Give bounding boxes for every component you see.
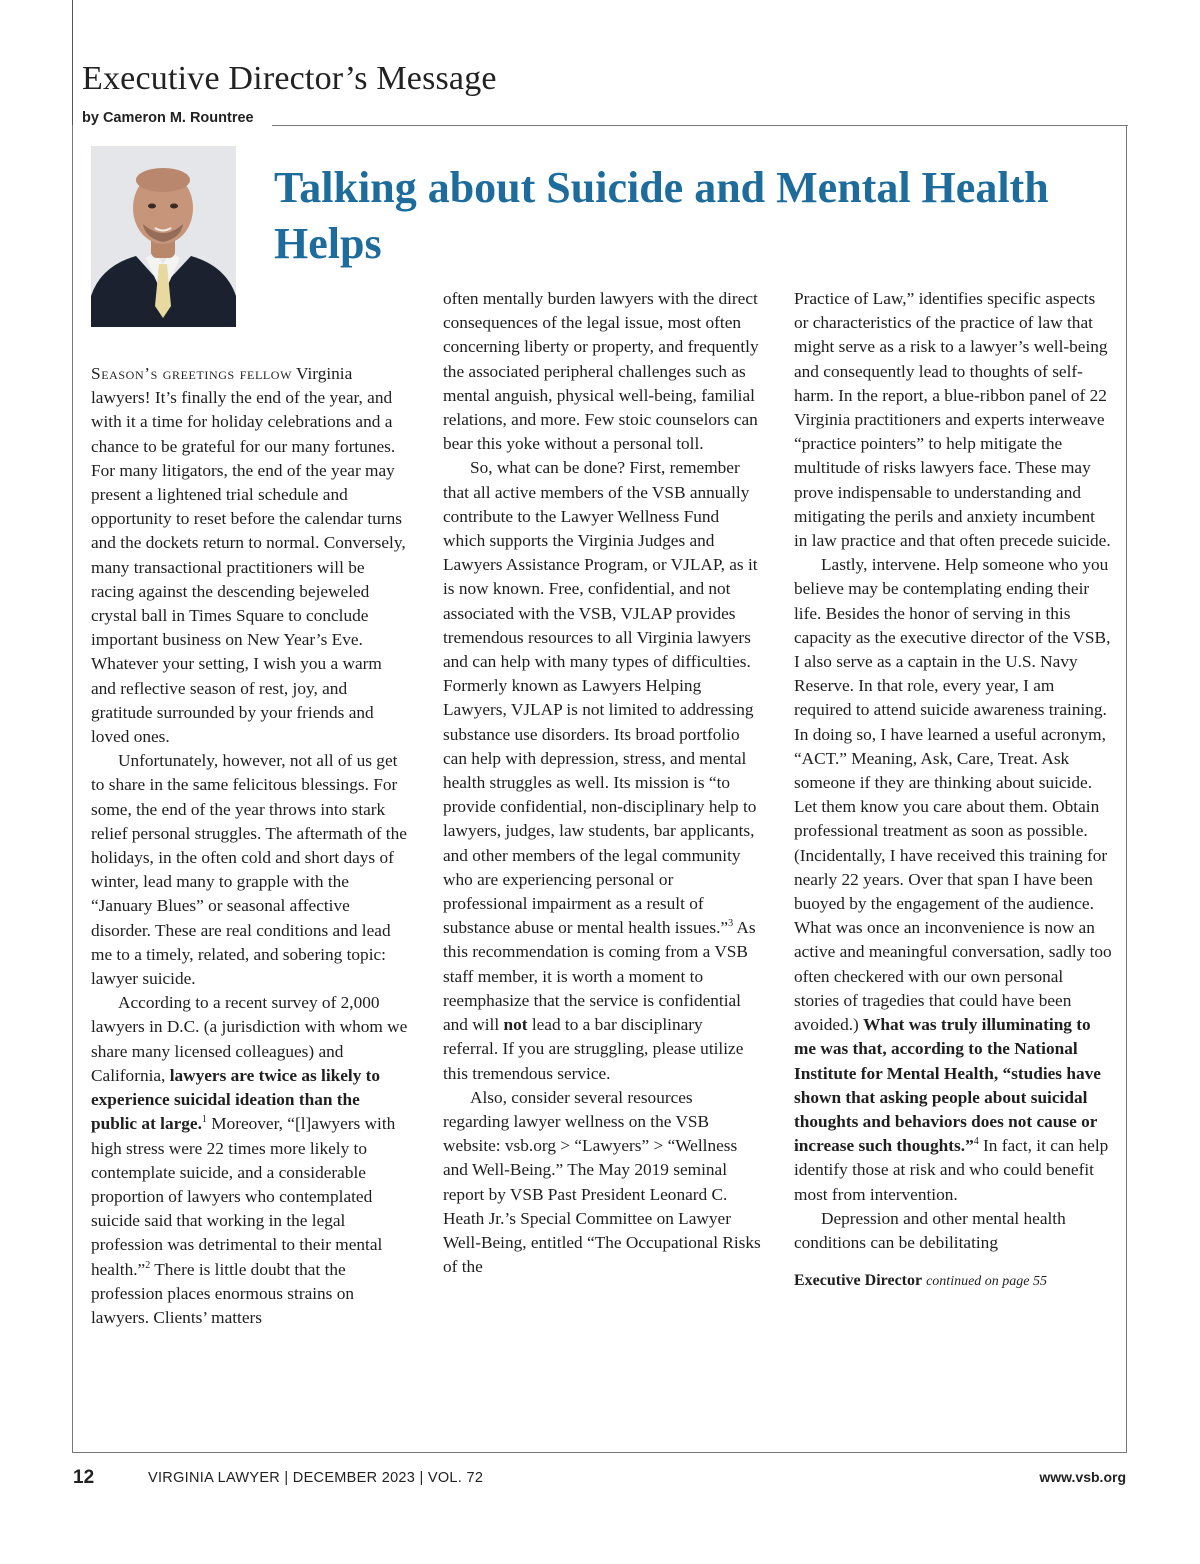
paragraph-text: According to a recent survey of 2,000 lawyers in D.C. (a jurisdiction with whom we share many licensed colleagues) and California, (91, 993, 408, 1085)
emphasis-text: lawyers are twice as likely to experience suicidal ideation than the public at large. (91, 1065, 381, 1134)
website-link[interactable]: www.vsb.org (1039, 1469, 1126, 1485)
footnote-ref: 2 (145, 1259, 151, 1271)
paragraph-text: Moreover, “[l]awyers with high stress were 22 times more likely to contemplate suicide, and a considerable proportion of lawyers who contemplated suicide said that working in the legal profession was detrimental to their mental health.” (91, 1114, 396, 1279)
continued-label: Executive Director (794, 1272, 923, 1290)
paragraph: often mentally burden lawyers with the direct consequences of the legal issue, most often concerning liberty or property, and frequently the associated peripheral challenges such as mental anguish, physical well-being, familial relations, and more. Few stoic counselors can bear this yoke without a personal toll. (443, 289, 759, 454)
author-portrait-illustration (91, 146, 236, 327)
paragraph-text: Lastly, intervene. Help someone who you believe may be contemplating ending their life. Besides the honor of serving in this capacity as the executive director of the VSB, I also serve as a captain in the U.S. Navy Reserve. In that role, every year, I am required to attend suicide awareness training. In doing so, I have learned a useful acronym, “ACT.” Meaning, Ask, Care, Treat. Ask someone if they are thinking about suicide. Let them know you care about them. Obtain professional treatment as soon as possible. (Incidentally, I have received this training for nearly 22 years. Over that span I have been buoyed by the engagement of the audience. What was once an inconvenience is now an active and meaningful conversation, sadly too often checkered with our own personal stories of tragedies that could have been avoided.) (794, 555, 1112, 1035)
paragraph-text: There is little doubt that the profession places enormous strains on lawyers. Clients’ matters (91, 1259, 355, 1327)
paragraph (91, 991, 409, 1330)
paragraph: Unfortunately, however, not all of us get to share in the same felicitous blessings. For some, the end of the year throws into stark relief personal struggles. The aftermath of the holidays, in the often cold and short days of winter, lead many to grapple with the “January Blues” or seasonal affective disorder. These are real conditions and lead me to a timely, related, and sobering topic: lawyer suicide. (91, 751, 407, 989)
author-photo (91, 146, 236, 327)
paragraph-text: So, what can be done? First, remember that all active members of the VSB annually contribute to the Lawyer Wellness Fund which supports the Virginia Judges and Lawyers Assistance Program, or VJLAP, as it is now known. Free, confidential, and not associated with the VSB, VJLAP provides tremendous resources to all Virginia lawyers and can help with many types of difficulties. Formerly known as Lawyers Helping Lawyers, VJLAP is not limited to addressing substance use disorders. Its broad portfolio can help with depression, stress, and mental health struggles as well. Its mission is “to provide confidential, non-disciplinary help to lawyers, judges, law students, bar applicants, and other members of the legal community who are experiencing personal or professional impairment as a result of substance abuse or mental health issues.” (443, 458, 758, 938)
paragraph (443, 456, 761, 1085)
article-column-1 (91, 362, 409, 1330)
paragraph: Practice of Law,” identifies specific aspects or characteristics of the practice of law that might serve as a risk to a lawyer’s well-being and consequently lead to thoughts of self-harm. In the report, a blue-ribbon panel of 22 Virginia practitioners and experts interweave “practice pointers” to help mitigate the multitude of risks lawyers face. These may prove indispensable to understanding and mitigating the perils and anxiety incumbent in law practice and that often precede suicide. (794, 289, 1111, 551)
lead-in: Season’s greetings fellow (91, 364, 293, 383)
publication-info: VIRGINIA LAWYER | DECEMBER 2023 | VOL. 72 (148, 1470, 484, 1486)
paragraph (91, 362, 409, 749)
paragraph: Also, consider several resources regarding lawyer wellness on the VSB website: vsb.org > “Lawyers” > “Wellness and Well-Being.” The May 2019 seminal report by VSB Past President Leonard C. Heath Jr.’s Special Committee on Lawyer Well-Being, entitled “The Occupational Risks of the (443, 1087, 761, 1277)
page-number: 12 (73, 1467, 95, 1488)
left-rule (72, 0, 73, 126)
continued-page-ref: continued on page 55 (926, 1274, 1048, 1290)
paragraph (794, 553, 1112, 1206)
article-headline: Talking about Suicide and Mental Health Helps (274, 163, 1049, 268)
article-column-2 (443, 287, 761, 1279)
paragraph-text: As this recommendation is coming from a VSB staff member, it is worth a moment to reemphasize that the service is confidential and will (443, 918, 756, 1035)
paragraph-text: lead to a bar disciplinary referral. If you are struggling, please utilize this tremendous service. (443, 1015, 744, 1083)
paragraph: Depression and other mental health conditions can be debilitating (794, 1208, 1066, 1252)
section-title: Executive Director’s Message (82, 60, 497, 97)
footnote-ref: 4 (973, 1136, 979, 1148)
paragraph-text: In fact, it can help identify those at risk and who could benefit most from intervention. (794, 1136, 1109, 1204)
byline: by Cameron M. Rountree (82, 110, 254, 126)
article-column-3 (794, 287, 1112, 1294)
continued-note[interactable] (794, 1269, 1112, 1294)
emphasis-text: What was truly illuminating to me was that, according to the National Institute for Mental Health, “studies have shown that asking people about suicidal thoughts and behaviors does not cause or increase such thoughts.” (794, 1015, 1101, 1156)
emphasis-text: not (503, 1015, 528, 1035)
footnote-ref: 3 (728, 918, 734, 930)
page-footer (0, 1467, 1200, 1493)
paragraph-text: Virginia lawyers! It’s finally the end of the year, and with it a time for holiday celebrations and a chance to be grateful for our many fortunes. For many litigators, the end of the year may present a lightened trial schedule and opportunity to reset before the calendar turns and the dockets return to normal. Conversely, many transactional practitioners will be racing against the descending bejeweled crystal ball in Times Square to conclude important business on New Year’s Eve. Whatever your setting, I wish you a warm and reflective season of rest, joy, and gratitude surrounded by your friends and loved ones. (91, 364, 406, 747)
footnote-ref: 1 (201, 1114, 207, 1126)
